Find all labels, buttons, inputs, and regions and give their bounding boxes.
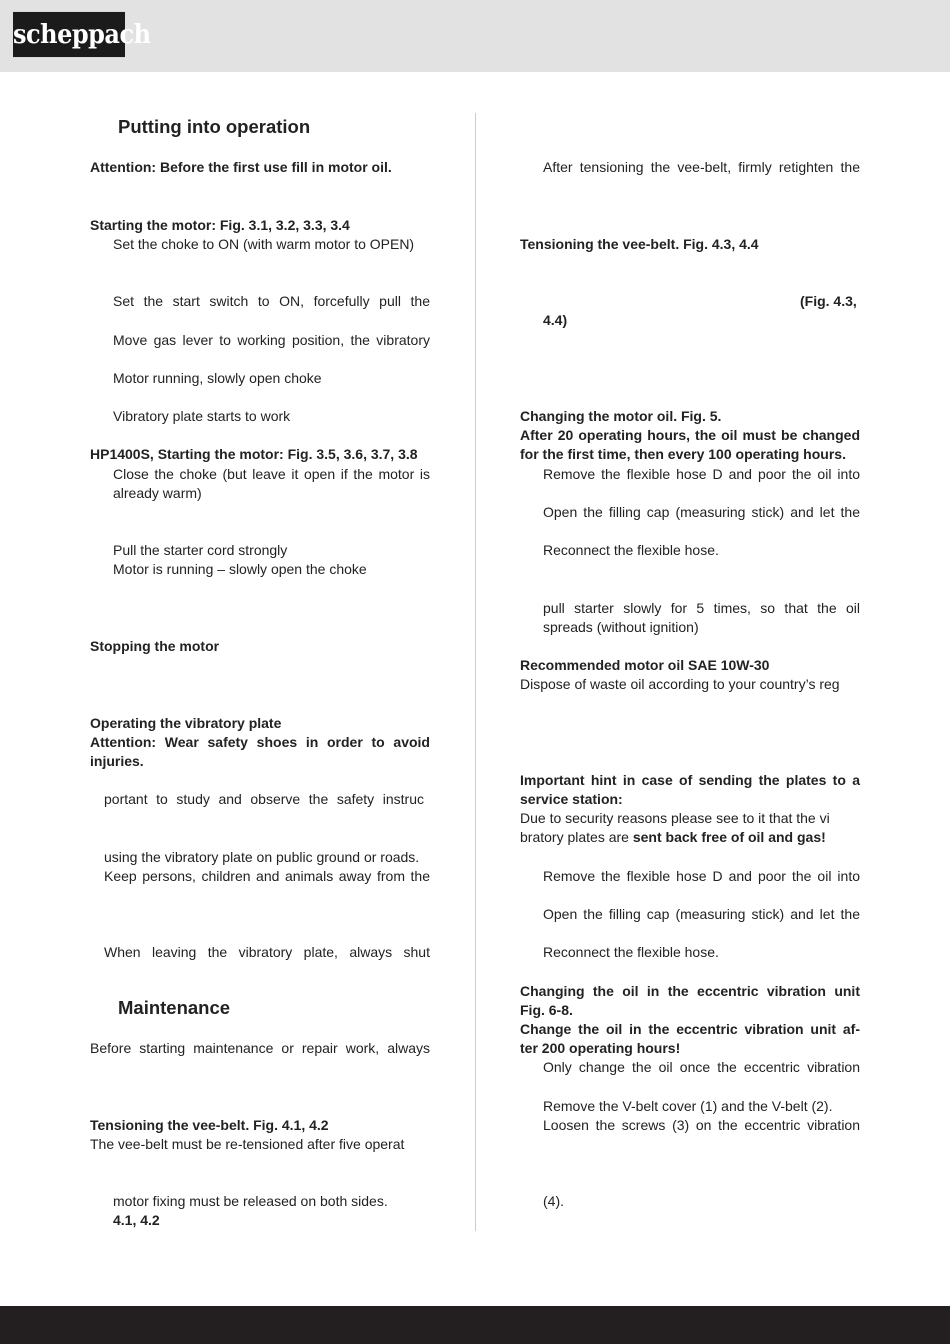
important-hint-heading: Important hint in case of sending the plates to a [520, 772, 860, 788]
start-switch-instruction: Set the start switch to ON, forcefully pull the [113, 293, 430, 309]
safety-shoes-warning-cont: injuries. [90, 753, 144, 769]
open-filling-cap-line: Open the filling cap (measuring stick) and let the [543, 504, 860, 520]
page-header [0, 0, 950, 72]
only-change-oil-line: Only change the oil once the eccentric vibration [543, 1059, 860, 1075]
gas-lever-instruction: Move gas lever to working position, the vibratory [113, 332, 430, 348]
dispose-waste-oil-line: Dispose of waste oil according to your country’s reg [520, 676, 840, 692]
section-heading-putting-into-operation: Putting into operation [118, 116, 311, 137]
page-footer-bar [0, 1306, 950, 1344]
remove-hose-line: Remove the flexible hose D and poor the oil into [543, 466, 860, 482]
column-divider [475, 113, 476, 1231]
choke-instruction: Set the choke to ON (with warm motor to OPEN) [113, 236, 415, 252]
motor-running-instruction: Motor running, slowly open choke [113, 370, 322, 386]
important-hint-heading-cont: service station: [520, 791, 623, 807]
attention-oil-note: Attention: Before the first use fill in motor oil. [90, 159, 392, 175]
safety-instructions-line: portant to study and observe the safety instruc [104, 791, 424, 807]
public-ground-line: using the vibratory plate on public ground or roads. [104, 849, 420, 865]
recommended-motor-oil: Recommended motor oil SAE 10W-30 [520, 657, 770, 673]
motor-fixing-line: motor fixing must be released on both sides. [113, 1193, 388, 1209]
leaving-plate-line: When leaving the vibratory plate, always shut [104, 944, 430, 960]
loosen-screws-line: Loosen the screws (3) on the eccentric vibration [543, 1117, 860, 1133]
sent-back-free-note: sent back free of oil and gas! [632, 829, 826, 845]
vee-belt-retension-line: The vee-belt must be re-tensioned after five operat [90, 1136, 405, 1152]
figure-reference-4-4: 4.4) [543, 312, 568, 328]
security-reasons-line: Due to security reasons please see to it that the vi [520, 810, 830, 826]
figure-reference-4-3: (Fig. 4.3, [800, 293, 857, 309]
section-heading-maintenance: Maintenance [118, 997, 231, 1018]
plate-starts-instruction: Vibratory plate starts to work [113, 408, 291, 424]
oil-change-interval-note: After 20 operating hours, the oil must be changed [520, 427, 860, 443]
stopping-motor-heading: Stopping the motor [90, 638, 220, 654]
before-maintenance-line: Before starting maintenance or repair work, always [90, 1040, 430, 1056]
keep-persons-line: Keep persons, children and animals away from the [104, 868, 430, 884]
tensioning-vee-belt-heading-left: Tensioning the vee-belt. Fig. 4.1, 4.2 [90, 1117, 329, 1133]
security-reasons-line-cont [520, 828, 826, 847]
oil-change-interval-note-cont: for the first time, then every 100 operating hours. [520, 446, 846, 462]
open-choke-instruction: Motor is running – slowly open the choke [113, 561, 367, 577]
figure-reference-4: (4). [543, 1193, 564, 1209]
eccentric-oil-heading-fig: Fig. 6-8. [520, 1002, 573, 1018]
pull-starter-line: pull starter slowly for 5 times, so that the oil [543, 600, 860, 616]
scheppach-logo: scheppach [13, 12, 125, 57]
remove-hose-line-2: Remove the flexible hose D and poor the oil into [543, 868, 860, 884]
safety-shoes-warning: Attention: Wear safety shoes in order to avoid [90, 734, 430, 750]
reconnect-hose-line: Reconnect the flexible hose. [543, 542, 719, 558]
remove-v-belt-cover-line: Remove the V-belt cover (1) and the V-belt (2). [543, 1098, 833, 1114]
starting-motor-heading: Starting the motor: Fig. 3.1, 3.2, 3.3, 3.4 [90, 217, 350, 233]
pull-cord-instruction: Pull the starter cord strongly [113, 542, 288, 558]
pull-starter-line-cont: spreads (without ignition) [543, 619, 699, 635]
security-reasons-prefix: bratory plates are [520, 829, 633, 845]
open-filling-cap-line-2: Open the filling cap (measuring stick) and let the [543, 906, 860, 922]
changing-motor-oil-heading: Changing the motor oil. Fig. 5. [520, 408, 722, 424]
tensioning-vee-belt-heading-right: Tensioning the vee-belt. Fig. 4.3, 4.4 [520, 236, 759, 252]
hp1400s-starting-heading: HP1400S, Starting the motor: Fig. 3.5, 3.6, 3.7, 3.8 [90, 446, 418, 462]
eccentric-oil-interval-note: Change the oil in the eccentric vibration unit af- [520, 1021, 860, 1037]
operating-plate-heading: Operating the vibratory plate [90, 715, 282, 731]
close-choke-instruction: Close the choke (but leave it open if the motor is [113, 466, 430, 482]
eccentric-oil-heading: Changing the oil in the eccentric vibration unit [520, 983, 860, 999]
reconnect-hose-line-2: Reconnect the flexible hose. [543, 944, 719, 960]
figure-reference-4-1-4-2: 4.1, 4.2 [113, 1212, 160, 1228]
after-tensioning-line: After tensioning the vee-belt, firmly retighten the [543, 159, 860, 175]
eccentric-oil-interval-note-cont: ter 200 operating hours! [520, 1040, 681, 1056]
close-choke-instruction-cont: already warm) [113, 485, 202, 501]
